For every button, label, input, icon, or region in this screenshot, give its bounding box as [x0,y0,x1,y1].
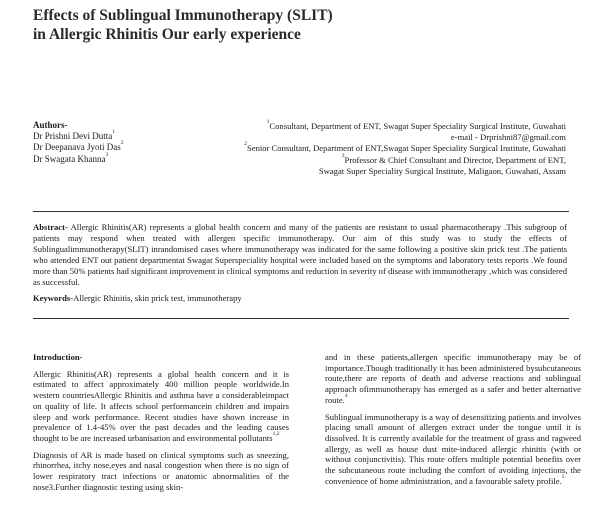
email-address[interactable]: Drprishni87@gmail.com [480,132,566,143]
affiliation-2-sup: 2 [244,141,247,148]
author-1-name: Dr Prishni Devi Dutta [33,131,113,142]
keywords-text: Allergic Rhinitis, skin prick test, immunotherapy [73,293,242,304]
affiliations-block [205,121,566,177]
affiliation-1-sup: 1 [266,119,270,125]
affiliation-1-text: Consultant, Department of ENT, Swagat Super Speciality Surgical Institute, Guwahati [269,121,566,131]
abstract-top-rule [33,211,569,212]
author-3-name: Dr Swagata Khanna [33,153,106,164]
right-column [325,352,581,486]
keywords-label: Keywords- [33,293,74,304]
keywords-line [33,293,567,304]
right-paragraph-2 [325,412,581,487]
affiliation-3-line-1: Professor & Chief Consultant and Director, Department of ENT, [344,154,566,165]
right-paragraph-1 [325,352,581,406]
abstract-bottom-rule [33,318,569,319]
authors-block [33,120,213,165]
author-1 [33,131,213,142]
title-line-2: in Allergic Rhinitis Our early experience [33,26,301,43]
affiliation-3 [205,152,566,166]
affiliation-3-cont [205,166,566,177]
intro-paragraph-1-text: Allergic Rhinitis(AR) represents a global health concern and it is estimated to affect approximately 400 million people worldwide.In western countriesAllergic Rhinitis and asthma have a considerableimpact on quality of life. It affects school performancein children and impairs sleep and work performance. Recent studies have shown increase in prevalence of 1.4-45% over the past decades and the leading causes thought to be are increased urbanisation and environmental pollutants [33,368,289,443]
right-paragraph-2-sup: 5 [561,473,565,480]
abstract-text: Allergic Rhinitis(AR) represents a global health concern and many of the patients are resistant to usual pharmacotherapy .This subgroup of patients may respond when treated with allergen specific immunotherapy. Our aim of this study was to study the effects of Sublingualimmunotherapy(SLIT) inrandomised cases where immunotherapy was indicated for the same following a positive skin prick test .The patients who attended ENT out patient departmentat Swagat Superspeciality hospital were included based on the symptoms and laboratory tests reports .We found more than 50% patients had significant improvement in clinical symptoms and reduction in severity of disease with immunotherapy ,which was considered as successful. [33,222,567,287]
abstract-block [33,222,567,304]
author-2-name: Dr Deepanava Jyoti Das [33,142,121,153]
affiliation-3-sup: 3 [341,152,345,159]
affiliation-1 [205,121,566,132]
email-line [205,132,566,143]
author-2-sup: 2 [120,140,124,147]
abstract-paragraph [33,222,567,287]
right-paragraph-1-sup: 4 [344,392,348,399]
email-label: e-mail - [450,132,481,143]
affiliation-2-text: Senior Consultant, Department of ENT,Swagat Super Speciality Surgical Institute, Guwahati [246,143,566,154]
abstract-label: Abstract- [33,222,68,232]
affiliation-3-line-2: Swagat Super Speciality Surgical Institute, Maligaon, Guwahati, Assam [318,165,566,176]
paper-title [33,6,453,44]
introduction-heading: Introduction- [33,352,83,362]
author-3-sup: 3 [105,151,109,158]
right-paragraph-2-text: Sublingual immunotherapy is a way of desensitizing patients and involves placing small amount of allergen extract under the tongue until it is dissolved. It is currently available for the treatment of grass and ragweed allergy, as well as house dust mite-induced allergic rhinitis (with or without conjunctivitis). This route offers multiple potential benefits over the subcutaneous route including the comfort of avoiding injections, the convenience of home administration, and a favourable safety profile. [325,411,581,486]
left-column [33,352,289,492]
author-1-sup: 1 [112,129,115,136]
affiliation-2 [205,143,566,154]
title-line-1: Effects of Sublingual Immunotherapy (SLIT) [33,7,333,24]
intro-paragraph-1 [33,369,289,444]
intro-paragraph-1-sup: 1,2 [272,430,280,437]
intro-paragraph-2: Diagnosis of AR is made based on clinical symptoms such as sneezing, rhinorrhea, itchy nose,eyes and nasal congestion when there is no sign of lower respiratory tract infections or anatomic abnormalities of the nose3.Further diagnostic testing using skin- [33,449,289,492]
right-paragraph-1-text: and in these patients,allergen specific immunotherapy may be of importance.Though traditionally it has been administered bysubcutaneous route,there are reports of death and adverse reactions and sublingual approach ofimmunotherapy has emerged as a safer and better alternative route. [325,352,581,405]
authors-heading: Authors- [33,120,68,130]
author-3 [33,151,213,165]
author-2 [33,142,213,153]
